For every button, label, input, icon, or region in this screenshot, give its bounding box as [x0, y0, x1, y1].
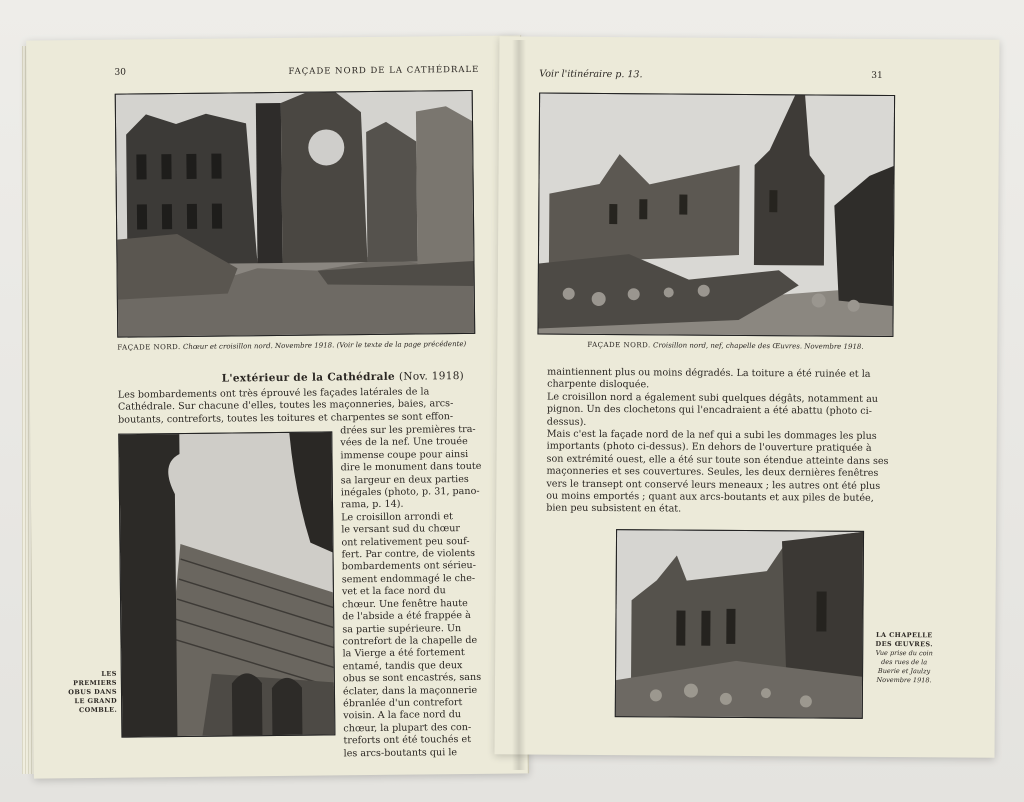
- photo-chapel-oeuvres: [615, 529, 864, 719]
- left-paragraph-column: drées sur les premières tra- vées de la nef. Une trouée immense coupe pour ainsi dire le monument dans toute sa largeur en deux parties inégales (photo, p. 31, pano- rama, p. 14). Le croisillon arrondi et le versant sud du chœur ont relativement peu souf- fert. Par contre, de violents bombardements ont sérieu- sement endommagé le che- vet et la face nord du chœur. Une fenêtre haute de l'abside a été frappée à sa partie supérieure. Un contrefort de la chapelle de la Vierge a été fortement entamé, tandis que deux obus se sont encastrés, sans éclater, dans la maçonnerie ébranlée d'un contrefort voisin. A la face nord du chœur, la plupart des con- treforts ont été touchés et les arcs-boutants qui le: [340, 423, 482, 759]
- side-caption-line: LES: [101, 669, 117, 678]
- book-gutter: [512, 40, 526, 770]
- side-caption-line: Vue prise du coin: [875, 648, 933, 658]
- side-caption-title: LA CHAPELLE: [876, 630, 933, 640]
- side-caption-line: LE GRAND: [74, 696, 118, 706]
- left-running-head: FAÇADE NORD DE LA CATHÉDRALE: [288, 64, 480, 77]
- left-paragraph-full: Les bombardements ont très éprouvé les façades latérales de la Cathédrale. Sur chacune d'elles, toutes les maçonneries, baies, arcs- boutants, contreforts, toutes les toitures et charpentes se sont effon-: [117, 386, 454, 426]
- caption-note: (Voir le texte de la page précédente): [336, 340, 467, 350]
- photo-north-facade: [115, 90, 476, 338]
- side-caption-line: COMBLE.: [78, 705, 118, 715]
- side-caption-title: DES ŒUVRES.: [875, 639, 934, 649]
- left-page: [26, 35, 529, 778]
- side-caption-line: Buerie et Jaulzy: [877, 666, 931, 676]
- right-side-caption: [865, 631, 943, 686]
- photo-damaged-roof: [118, 431, 335, 737]
- side-caption-line: Novembre 1918.: [876, 675, 932, 685]
- section-title: [222, 370, 464, 385]
- left-side-caption: [67, 670, 117, 716]
- section-title-text: L'extérieur de la Cathédrale: [221, 370, 396, 385]
- right-paragraph: maintiennent plus ou moins dégradés. La toiture a été ruinée et la charpente disloquée. Le croisillon nord a également subi quelques dégâts, notamment au pignon. Un des clochetons qui l'encadraient a été abattu (photo ci- dessus). Mais c'est la façade nord de la nef qui a subi les dommages les plus importants (photo ci-dessus). En dehors de l'ouverture pratiquée à son extrémité ouest, elle a été sur toute son étendue atteinte dans ses maçonneries et ses couvertures. Seules, les deux dernières fenêtres vers le transept ont conservé leurs meneaux ; les autres ont été plus ou moins emportés ; quant aux arcs-boutants et aux piles de butée, bien peu subsistent en état.: [546, 366, 889, 516]
- caption-prefix: FAÇADE NORD.: [587, 340, 651, 350]
- left-page-number: 30: [114, 67, 126, 78]
- right-top-caption: [587, 341, 863, 352]
- section-date: (Nov. 1918): [398, 370, 465, 383]
- left-top-caption: [117, 340, 477, 353]
- chapel-ruins-image: [616, 530, 863, 718]
- transept-ruins-image: [538, 94, 894, 336]
- right-running-head: Voir l'itinéraire p. 13.: [539, 68, 643, 81]
- photo-north-transept: [537, 93, 895, 337]
- caption-text: Chœur et croisillon nord. Novembre 1918.: [182, 341, 335, 351]
- side-caption-line: PREMIERS: [73, 678, 117, 688]
- right-page: [494, 36, 999, 757]
- roof-through-arch-image: [119, 432, 334, 736]
- right-page-number: 31: [871, 70, 883, 81]
- caption-prefix: FAÇADE NORD.: [117, 343, 181, 352]
- caption-text: Croisillon nord, nef, chapelle des Œuvres. Novembre 1918.: [652, 341, 864, 351]
- side-caption-line: OBUS DANS: [68, 687, 118, 697]
- cathedral-ruins-image: [116, 91, 475, 337]
- side-caption-line: des rues de la: [881, 657, 928, 667]
